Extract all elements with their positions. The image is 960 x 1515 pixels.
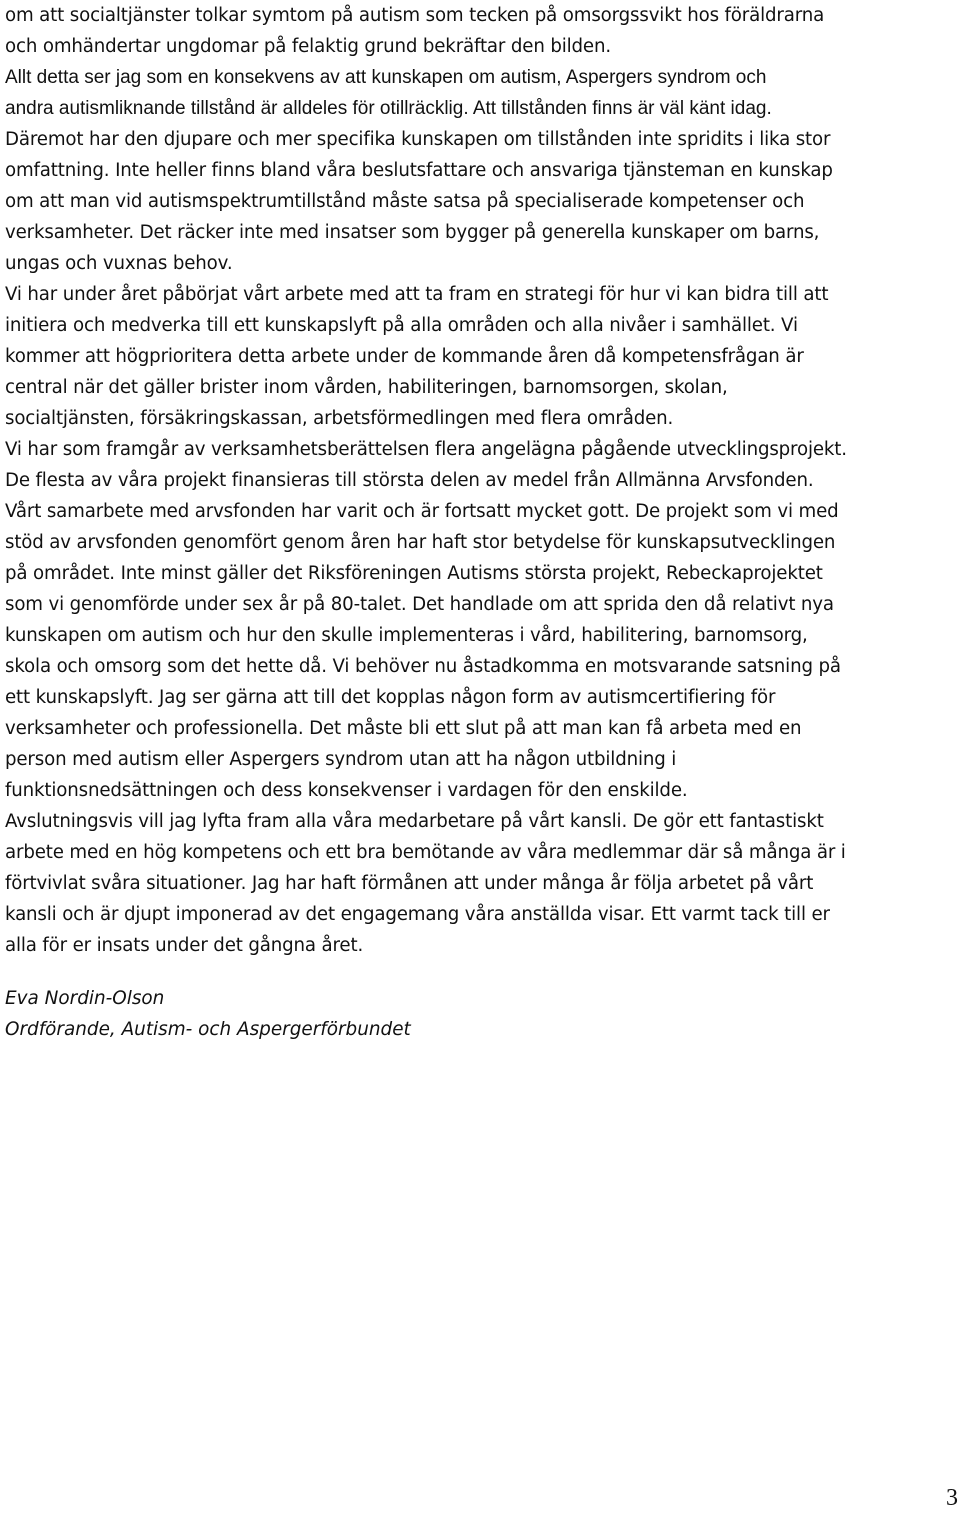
- text-line: arbete med en hög kompetens och ett bra bemötande av våra medlemmar där så många är i: [5, 842, 846, 863]
- text-line: Allt detta ser jag som en konsekvens av att kunskapen om autism, Aspergers syndrom och: [5, 67, 767, 88]
- text-line: Vi har som framgår av verksamhetsberättelsen flera angelägna pågående utvecklingsprojekt.: [5, 439, 847, 460]
- text-line: omfattning. Inte heller finns bland våra beslutsfattare och ansvariga tjänsteman en kunskap: [5, 160, 833, 181]
- text-line: stöd av arvsfonden genomfört genom åren har haft stor betydelse för kunskapsutvecklingen: [5, 532, 836, 553]
- text-line: och omhändertar ungdomar på felaktig grund bekräftar den bilden.: [5, 36, 611, 57]
- text-line: på området. Inte minst gäller det Riksföreningen Autisms största projekt, Rebeckaprojektet: [5, 563, 823, 584]
- text-line: Däremot har den djupare och mer specifika kunskapen om tillstånden inte spridits i lika stor: [5, 129, 831, 150]
- text-line: verksamheter och professionella. Det måste bli ett slut på att man kan få arbeta med en: [5, 718, 802, 739]
- text-line: verksamheter. Det räcker inte med insatser som bygger på generella kunskaper om barns,: [5, 222, 820, 243]
- text-line: Vårt samarbete med arvsfonden har varit och är fortsatt mycket gott. De projekt som vi med: [5, 501, 839, 522]
- text-line: som vi genomförde under sex år på 80-talet. Det handlade om att sprida den då relativt nya: [5, 594, 834, 615]
- text-line: De flesta av våra projekt finansieras till största delen av medel från Allmänna Arvsfonden.: [5, 470, 814, 491]
- text-line: kommer att högprioritera detta arbete under de kommande åren då kompetensfrågan är: [5, 346, 804, 367]
- signature-block: [5, 983, 705, 1045]
- text-line: kunskapen om autism och hur den skulle implementeras i vård, habilitering, barnomsorg,: [5, 625, 808, 646]
- text-line: Avslutningsvis vill jag lyfta fram alla våra medarbetare på vårt kansli. De gör ett fantastiskt: [5, 811, 824, 832]
- text-line: funktionsnedsättningen och dess konsekvenser i vardagen för den enskilde.: [5, 780, 688, 801]
- text-line: alla för er insats under det gångna året.: [5, 935, 364, 956]
- text-line: förtvivlat svåra situationer. Jag har haft förmånen att under många år följa arbetet på vårt: [5, 873, 814, 894]
- text-line: Vi har under året påbörjat vårt arbete med att ta fram en strategi för hur vi kan bidra till att: [5, 284, 829, 305]
- text-line: skola och omsorg som det hette då. Vi behöver nu åstadkomma en motsvarande satsning på: [5, 656, 841, 677]
- text-line: initiera och medverka till ett kunskapslyft på alla områden och alla nivåer i samhället. Vi: [5, 315, 798, 336]
- text-line: om att man vid autismspektrumtillstånd måste satsa på specialiserade kompetenser och: [5, 191, 805, 212]
- page-number: 3: [946, 1485, 958, 1511]
- text-line: ett kunskapslyft. Jag ser gärna att till det kopplas någon form av autismcertifiering för: [5, 687, 776, 708]
- text-line: ungas och vuxnas behov.: [5, 253, 233, 274]
- text-line: andra autismliknande tillstånd är alldeles för otillräcklig. Att tillstånden finns är väl känt idag.: [5, 98, 772, 119]
- text-line: socialtjänsten, försäkringskassan, arbetsförmedlingen med flera områden.: [5, 408, 674, 429]
- text-line: person med autism eller Aspergers syndrom utan att ha någon utbildning i: [5, 749, 677, 770]
- text-line: central när det gäller brister inom vården, habiliteringen, barnomsorgen, skolan,: [5, 377, 728, 398]
- signature-title: Ordförande, Autism- och Aspergerförbundet: [5, 1019, 411, 1040]
- text-line: kansli och är djupt imponerad av det engagemang våra anställda visar. Ett varmt tack till er: [5, 904, 830, 925]
- text-line: om att socialtjänster tolkar symtom på autism som tecken på omsorgssvikt hos föräldrarna: [5, 5, 825, 26]
- signature-name: Eva Nordin-Olson: [5, 988, 165, 1009]
- body-text: [5, 0, 957, 961]
